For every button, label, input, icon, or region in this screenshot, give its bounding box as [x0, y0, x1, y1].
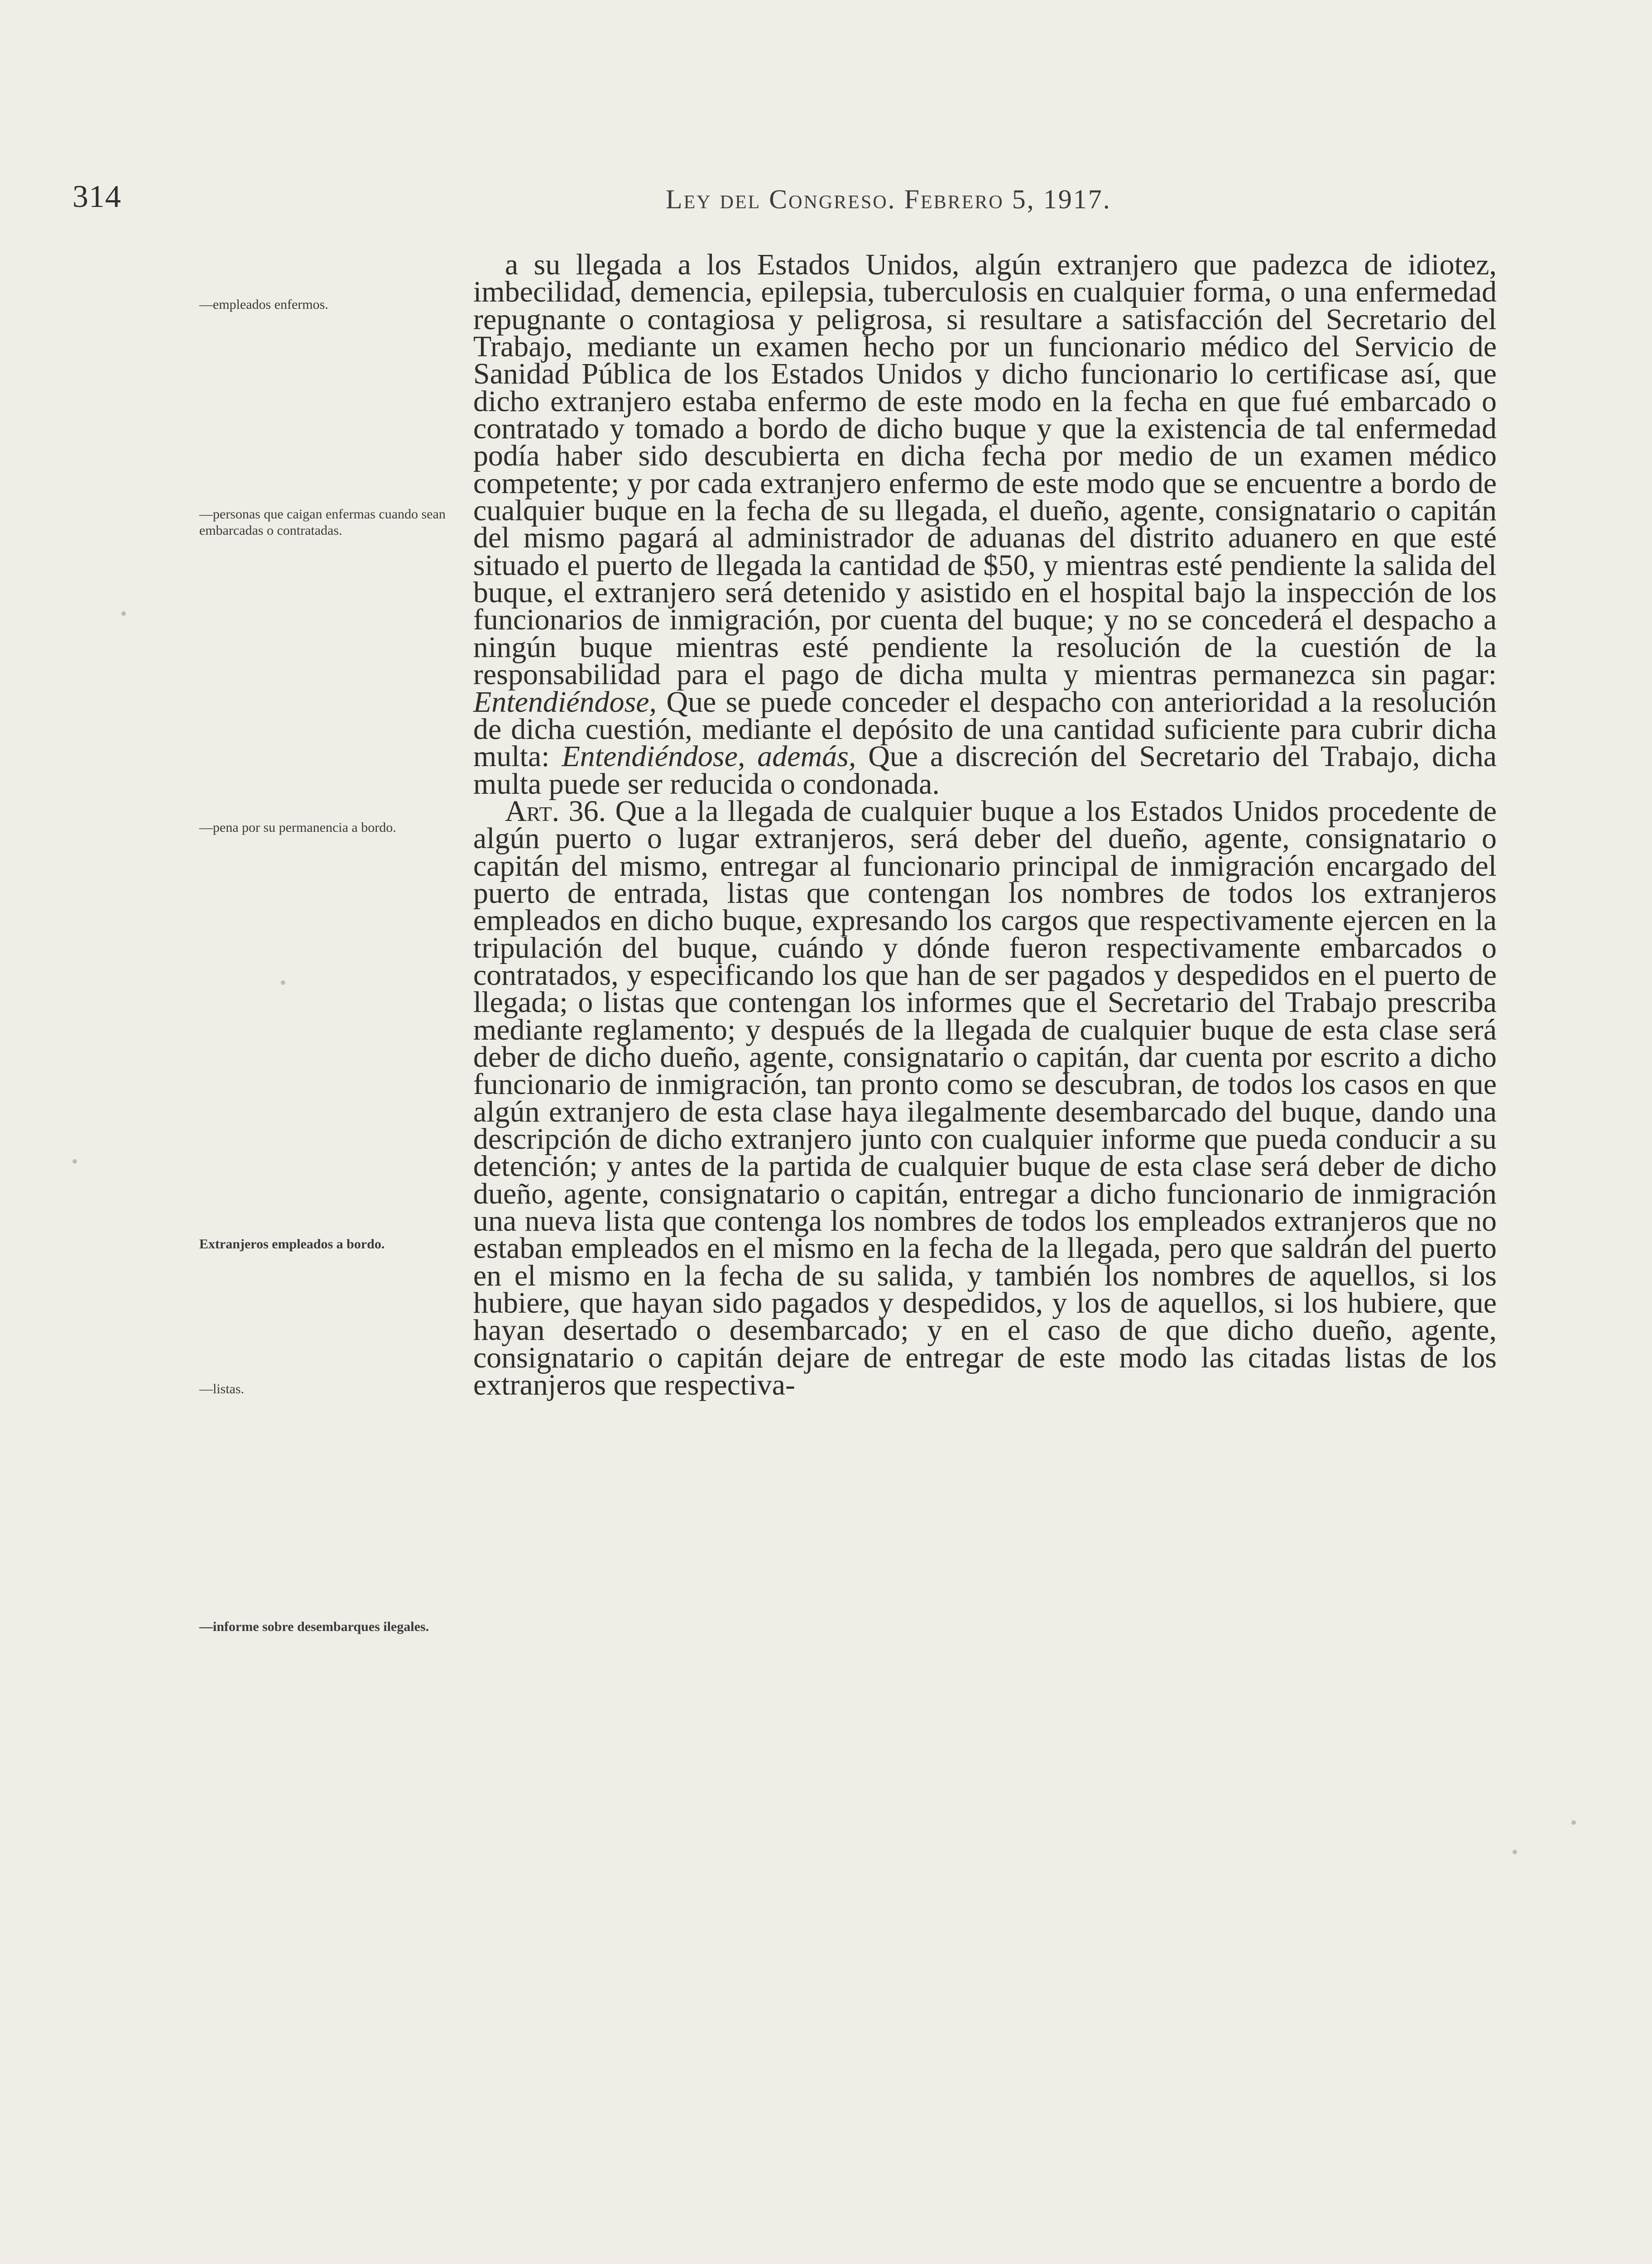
paragraph-text: Que se puede conceder el despacho con anterioridad a la resolución de dicha cuestión, mediante el depósito de una cantidad suficiente para cubrir dicha multa: — [473, 685, 1497, 773]
article-label: Art. 36. — [505, 794, 606, 828]
speck — [121, 611, 126, 616]
body-text — [473, 248, 1497, 1402]
paragraph-text: Que a discreción del Secretario del Trabajo, dicha multa puede ser reducida o condonada. — [473, 740, 1497, 801]
paragraph-text: Que a la llegada de cualquier buque a los Estados Unidos procedente de algún puerto o lugar extranjeros, será deber del dueño, agente, consignatario o capitán del mismo, entregar al funcionario principal de inmigración encargado del puerto de entrada, listas que contengan los nombres de todos los extranjeros empleados en dicho buque, expresando los cargos que respectivamente ejercen en la tripulación del buque, cuándo y dónde fueron respectivamente embarcados o contratados, y especificando los que han de ser pagados y despedidos en el puerto de llegada; o listas que contengan los informes que el Secretario del Trabajo prescriba mediante reglamento; y después de la llegada de cualquier buque de esta clase será deber de dicho dueño, agente, consignatario o capitán, dar cuenta por escrito a dicho funcionario de inmigración, tan pronto como se descubran, de todos los casos en que algún extranjero de esta clase haya ilegalmente desembarcado del buque, dando una descripción de dicho extranjero junto con cualquier informe que pueda conducir a su detención; y antes de la partida de cualquier buque de esta clase será deber de dicho dueño, agente, consignatario o capitán, entregar a dicho funcionario de inmigración una nueva lista que contenga los nombres de todos los empleados extranjeros que no estaban empleados en el mismo en la fecha de la llegada, pero que saldrán del puerto en el mismo en la fecha de su salida, y también los nombres de aquellos, si los hubiere, que hayan sido pagados y despedidos, y los de aquellos, si los hubiere, que hayan desertado o desembarcado; y en el caso de que dicho dueño, agente, consignatario o capitán dejare de entregar de este modo las citadas listas de los extranjeros que respectiva- — [473, 794, 1497, 1402]
margin-note-personas-enfermas: —personas que caigan enfermas cuando sean embarcadas o contratadas. — [199, 507, 446, 538]
emphasis-entendiendose: Entendiéndose, — [473, 685, 657, 719]
speck — [1513, 1850, 1517, 1854]
paragraph-continuation — [473, 248, 1497, 801]
margin-note-empleados-enfermos: —empleados enfermos. — [199, 297, 328, 312]
paragraph-article-36 — [473, 794, 1497, 1402]
page-number: 314 — [72, 179, 121, 214]
paragraph-text: a su llegada a los Estados Unidos, algún extranjero que padezca de idiotez, imbecilidad, demencia, epilepsia, tuberculosis en cualquier forma, o una enfermedad repugnante o contagiosa y peligrosa, si resultare a satisfacción del Secretario del Trabajo, mediante un examen hecho por un funcionario médico del Servicio de Sanidad Pública de los Estados Unidos y dicho funcionario lo certificase así, que dicho extranjero estaba enfermo de este modo en la fecha en que fué embarcado o contratado y tomado a bordo de dicho buque y que la existencia de tal enfermedad podía haber sido descubierta en dicha fecha por medio de un examen médico competente; y por cada extranjero enfermo de este modo que se encuentre a bordo de cualquier buque en la fecha de su llegada, el dueño, agente, consignatario o capitán del mismo pagará al administrador de aduanas del distrito aduanero en que esté situado el puerto de llegada la cantidad de $50, y mientras esté pendiente la salida del buque, el extranjero será detenido y asistido en el hospital bajo la inspección de los funcionarios de inmigración, por cuenta del buque; y no se concederá el despacho a ningún buque mientras esté pendiente la resolución de la cuestión de la responsabilidad para el pago de dicha multa y mientras permanezca sin pagar: — [473, 248, 1497, 691]
speck — [281, 980, 285, 985]
margin-note-extranjeros-empleados: Extranjeros empleados a bordo. — [199, 1237, 385, 1252]
speck — [72, 1159, 77, 1164]
margin-note-pena-permanencia: —pena por su permanencia a bordo. — [199, 820, 396, 835]
margin-note-informe-desembarques: —informe sobre desembarques ilegales. — [199, 1619, 429, 1634]
margin-note-listas: —listas. — [199, 1381, 245, 1396]
running-title: Ley del Congreso. Febrero 5, 1917. — [666, 184, 1111, 214]
speck — [1571, 1820, 1576, 1825]
emphasis-entendiendose-ademas: Entendiéndose, además, — [562, 740, 856, 773]
